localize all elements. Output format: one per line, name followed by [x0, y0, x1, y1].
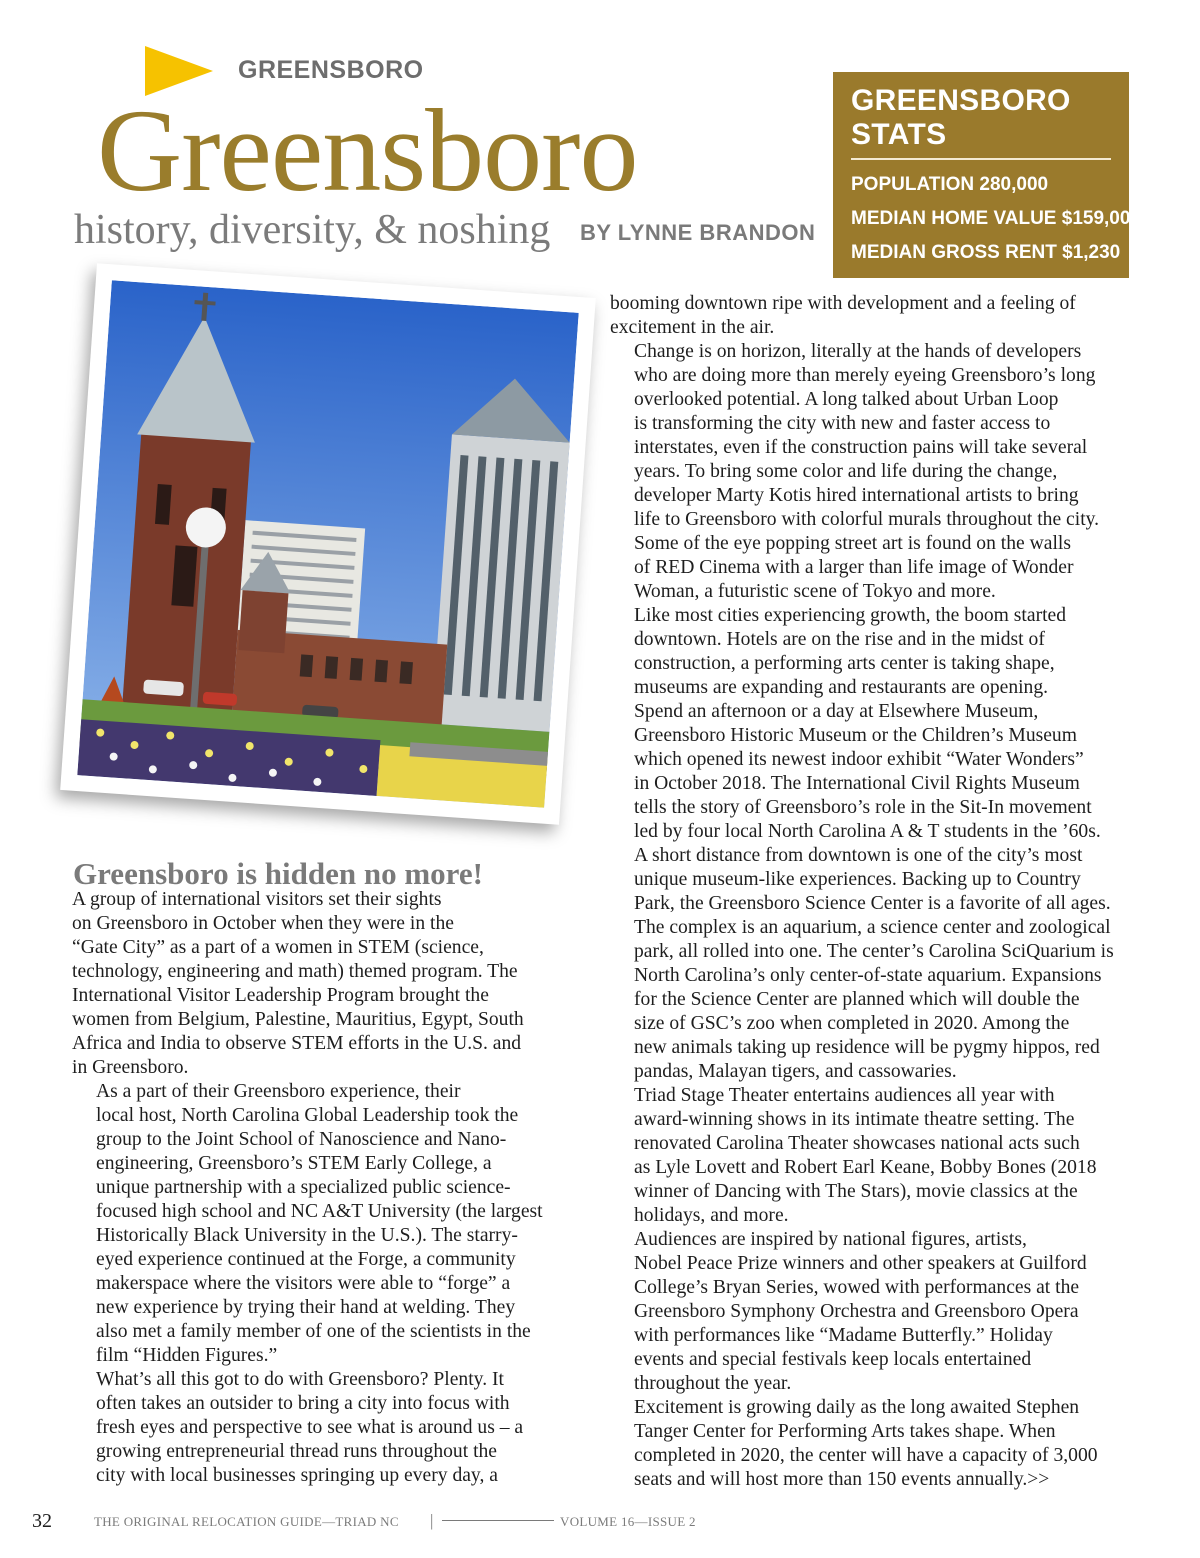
right-paragraph-4: Spend an afternoon or a day at Elsewhere Museum, Greensboro Historic Museum or the Children’s Museum which opened its newest indoor exhibit “Water Wonders” in October 2018. The International Civil Rights Museum tells the story of Greensboro’s role in the Sit-In movement led by four local North Carolina A & T students in the ’60s.	[634, 701, 1101, 842]
stats-median-home-value: MEDIAN HOME VALUE $159,000	[851, 208, 1142, 229]
stats-cost-of-living: COST OF LIVING 88.4 / US 100	[851, 276, 1126, 297]
left-paragraph-3: What’s all this got to do with Greensboro? Plenty. It often takes an outsider to bring a city into focus with fresh eyes and perspective to see what is around us – a growing entrepreneurial thread runs throughout the city with local businesses springing up every day, a	[96, 1369, 524, 1486]
stats-box	[833, 72, 1142, 297]
right-paragraph-1: booming downtown ripe with development and a feeling of excitement in the air.	[610, 293, 1076, 338]
right-paragraph-3: Like most cities experiencing growth, the boom started downtown. Hotels are on the rise and in the midst of construction, a performing arts center is taking shape, museums are expanding and restaurants are opening.	[634, 605, 1067, 698]
left-column-text	[72, 888, 566, 1488]
page-footer	[32, 1508, 1168, 1532]
right-paragraph-8: Excitement is growing daily as the long awaited Stephen Tanger Center for Performing Arts takes shape. When completed in 2020, the center will have a capacity of 3,000 seats and will host more than 150 events annually.>>	[634, 1397, 1098, 1490]
left-paragraph-1: A group of international visitors set their sights on Greensboro in October when they were in the “Gate City” as a part of a women in STEM (science, technology, engineering and math) themed program. The International Visitor Leadership Program brought the women from Belgium, Palestine, Mauritius, Egypt, South Africa and India to observe STEM efforts in the U.S. and in Greensboro.	[72, 889, 524, 1078]
footer-rule	[442, 1520, 554, 1521]
page-number: 32	[32, 1510, 52, 1532]
stats-title: GREENSBORO STATS	[851, 84, 1111, 160]
downtown-photo	[60, 263, 596, 825]
stats-median-gross-rent: MEDIAN GROSS RENT $1,230	[851, 242, 1121, 263]
subtitle: history, diversity, & noshing	[74, 207, 551, 253]
publication-name: THE ORIGINAL RELOCATION GUIDE—TRIAD NC	[94, 1514, 399, 1529]
page-title: Greensboro	[97, 85, 638, 216]
footer-separator: |	[430, 1511, 434, 1530]
byline: BY LYNNE BRANDON	[580, 220, 816, 245]
right-paragraph-6: Triad Stage Theater entertains audiences all year with award-winning shows in its intimate theatre setting. The renovated Carolina Theater showcases national acts such as Lyle Lovett and Robert Earl Keane, Bobby Bones (2018 winner of Dancing with The Stars), movie classics at the holidays, and more.	[634, 1085, 1097, 1226]
right-paragraph-2: Change is on horizon, literally at the hands of developers who are doing more than merely eyeing Greensboro’s long overlooked potential. A long talked about Urban Loop is transforming the city with new and faster access to interstates, even if the construction pains will take several years. To bring some color and life during the change, developer Marty Kotis hired international artists to bring life to Greensboro with colorful murals throughout the city. Some of the eye popping street art is found on the walls of RED Cinema with a larger than life image of Wonder Woman, a futuristic scene of Tokyo and more.	[634, 341, 1100, 602]
right-paragraph-7: Audiences are inspired by national figures, artists, Nobel Peace Prize winners and other speakers at Guilford College’s Bryan Series, wowed with performances at the Greensboro Symphony Orchestra and Greensboro Opera with performances like “Madame Butterfly.” Holiday events and special festivals keep locals entertained throughout the year.	[634, 1229, 1087, 1394]
right-paragraph-5: A short distance from downtown is one of the city’s most unique museum-like experiences. Backing up to Country Park, the Greensboro Science Center is a favorite of all ages. The complex is an aquarium, a science center and zoological park, all rolled into one. The center’s Carolina SciQuarium is North Carolina’s only center-of-state aquarium. Expansions for the Science Center are planned which will double the size of GSC’s zoo when completed in 2020. Among the new animals taking up residence will be pygmy hippos, red pandas, Malayan tigers, and cassowaries.	[634, 845, 1114, 1082]
section-label: GREENSBORO	[238, 56, 424, 84]
left-paragraph-2: As a part of their Greensboro experience, their local host, North Carolina Global Leadership took the group to the Joint School of Nanoscience and Nano- engineering, Greensboro’s STEM Early College, a unique partnership with a specialized public science- focused high school and NC A&T University (the largest Historically Black University in the U.S.). The starry- eyed experience continued at the Forge, a community makerspace where the visitors were able to “forge” a new experience by trying their hand at welding. They also met a family member of one of the scientists in the film “Hidden Figures.”	[96, 1081, 543, 1366]
right-column-text	[610, 292, 1132, 1492]
downtown-photo-illustration	[77, 280, 578, 807]
volume-issue: VOLUME 16—ISSUE 2	[560, 1514, 696, 1529]
section-heading: Greensboro is hidden no more!	[73, 856, 483, 891]
stats-population: POPULATION 280,000	[851, 174, 1049, 195]
